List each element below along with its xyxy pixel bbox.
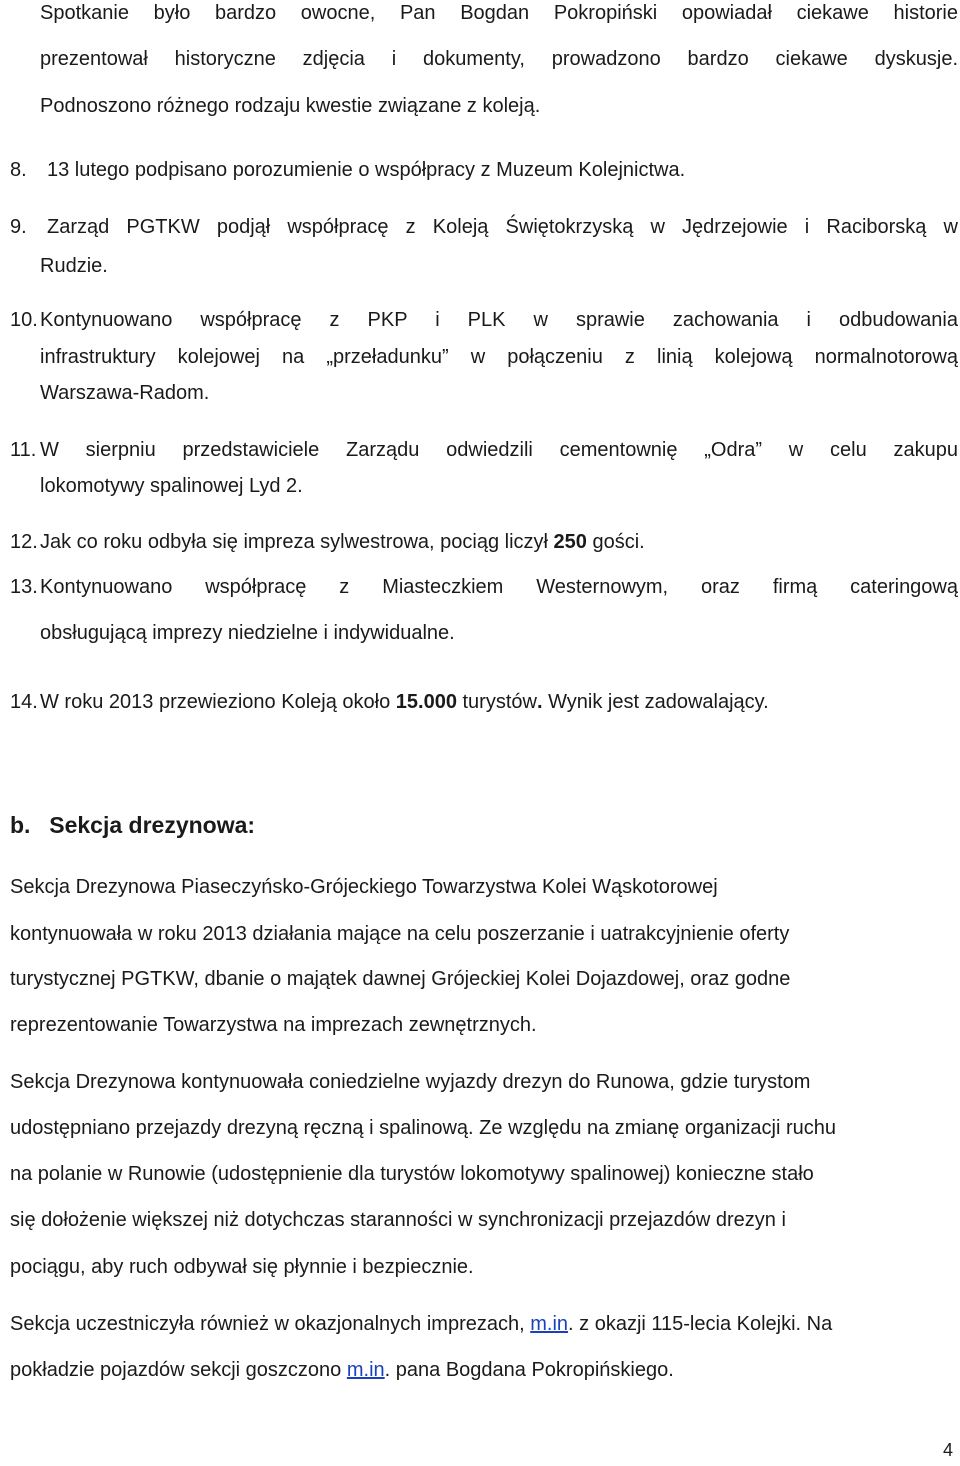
- paragraph-1-line-2: kontynuowała w roku 2013 działania mające na celu poszerzanie i uatrakcyjnienie oferty: [10, 923, 790, 945]
- list-item-10-line-1: Kontynuowano współpracę z PKP i PLK w sprawie zachowania i odbudowania: [40, 309, 958, 331]
- list-item-12-text: [40, 529, 645, 555]
- paragraph-3-post-1: . z okazji 115-lecia Kolejki. Na: [568, 1313, 833, 1335]
- intro-line-2: prezentował historyczne zdjęcia i dokumenty, prowadzono bardzo ciekawe dyskusje.: [40, 48, 958, 70]
- list-item-14-number: 14.: [10, 691, 38, 713]
- list-item-13-number: 13.: [10, 576, 38, 598]
- page-number: 4: [943, 1440, 954, 1460]
- list-item-14-text: [40, 689, 769, 715]
- paragraph-3-post-2: . pana Bogdana Pokropińskiego.: [384, 1359, 674, 1381]
- paragraph-2-line-2: udostępniano przejazdy drezyną ręczną i spalinową. Ze względu na zmianę organizacji ruchu: [10, 1117, 837, 1139]
- paragraph-3-line-2: [10, 1357, 674, 1383]
- list-item-9-number: 9.: [10, 216, 27, 238]
- list-item-14-count: 15.000: [395, 691, 457, 713]
- minn-link-1[interactable]: m.in: [530, 1313, 569, 1335]
- list-item-10-number: 10.: [10, 309, 38, 331]
- paragraph-3-pre-2: pokładzie pojazdów sekcji goszczono: [10, 1359, 347, 1381]
- paragraph-3-pre-1: Sekcja uczestniczyła również w okazjonalnych imprezach,: [10, 1313, 531, 1335]
- list-item-9-line-2: Rudzie.: [40, 255, 108, 277]
- list-item-14-period: .: [536, 691, 543, 713]
- list-item-9-line-1: Zarząd PGTKW podjął współpracę z Koleją Świętokrzyską w Jędrzejowie i Raciborską w: [47, 216, 958, 238]
- list-item-11-line-1: W sierpniu przedstawiciele Zarządu odwiedzili cementownię „Odra” w celu zakupu: [40, 439, 958, 461]
- list-item-14-post: Wynik jest zadowalający.: [542, 691, 769, 713]
- list-item-10-line-2: infrastruktury kolejowej na „przeładunku” w połączeniu z linią kolejową normalnotorową: [40, 346, 958, 368]
- paragraph-1-line-1: Sekcja Drezynowa Piaseczyńsko-Grójeckiego Towarzystwa Kolei Wąskotorowej: [10, 876, 718, 898]
- section-title: Sekcja drezynowa:: [49, 812, 256, 838]
- list-item-13-line-2: obsługującą imprezy niedzielne i indywidualne.: [40, 622, 455, 644]
- minn-link-2[interactable]: m.in: [346, 1359, 385, 1381]
- list-item-12-pre: Jak co roku odbyła się impreza sylwestrowa, pociąg liczył: [40, 531, 554, 553]
- paragraph-1-line-3: turystycznej PGTKW, dbanie o majątek dawnej Grójeckiej Kolei Dojazdowej, oraz godne: [10, 968, 791, 990]
- intro-line-1: Spotkanie było bardzo owocne, Pan Bogdan Pokropiński opowiadał ciekawe historie: [40, 2, 958, 24]
- section-heading: [10, 812, 255, 838]
- list-item-10-line-3: Warszawa-Radom.: [40, 382, 210, 404]
- list-item-13-line-1: Kontynuowano współpracę z Miasteczkiem Westernowym, oraz firmą cateringową: [40, 576, 958, 598]
- intro-line-3: Podnoszono różnego rodzaju kwestie związane z koleją.: [40, 95, 541, 117]
- list-item-12-post: gości.: [586, 531, 645, 553]
- paragraph-2-line-3: na polanie w Runowie (udostępnienie dla turystów lokomotywy spalinowej) konieczne stało: [10, 1163, 814, 1185]
- list-item-8-text: 13 lutego podpisano porozumienie o współpracy z Muzeum Kolejnictwa.: [47, 159, 686, 181]
- list-item-12-count: 250: [553, 531, 587, 553]
- list-item-11-line-2: lokomotywy spalinowej Lyd 2.: [40, 475, 303, 497]
- paragraph-3-line-1: [10, 1311, 832, 1337]
- list-item-14-mid: turystów: [456, 691, 537, 713]
- list-item-11-number: 11.: [10, 439, 37, 461]
- paragraph-2-line-4: się dołożenie większej niż dotychczas staranności w synchronizacji przejazdów drezyn i: [10, 1209, 786, 1231]
- paragraph-2-line-1: Sekcja Drezynowa kontynuowała coniedzielne wyjazdy drezyn do Runowa, gdzie turystom: [10, 1071, 811, 1093]
- list-item-8: [10, 157, 27, 183]
- paragraph-2-line-5: pociągu, aby ruch odbywał się płynnie i bezpiecznie.: [10, 1256, 474, 1278]
- paragraph-1-line-4: reprezentowanie Towarzystwa na imprezach zewnętrznych.: [10, 1014, 537, 1036]
- list-item-14-pre: W roku 2013 przewieziono Koleją około: [40, 691, 396, 713]
- list-number: 8.: [10, 159, 27, 181]
- list-item-12-number: 12.: [10, 531, 38, 553]
- section-letter: b.: [10, 812, 31, 838]
